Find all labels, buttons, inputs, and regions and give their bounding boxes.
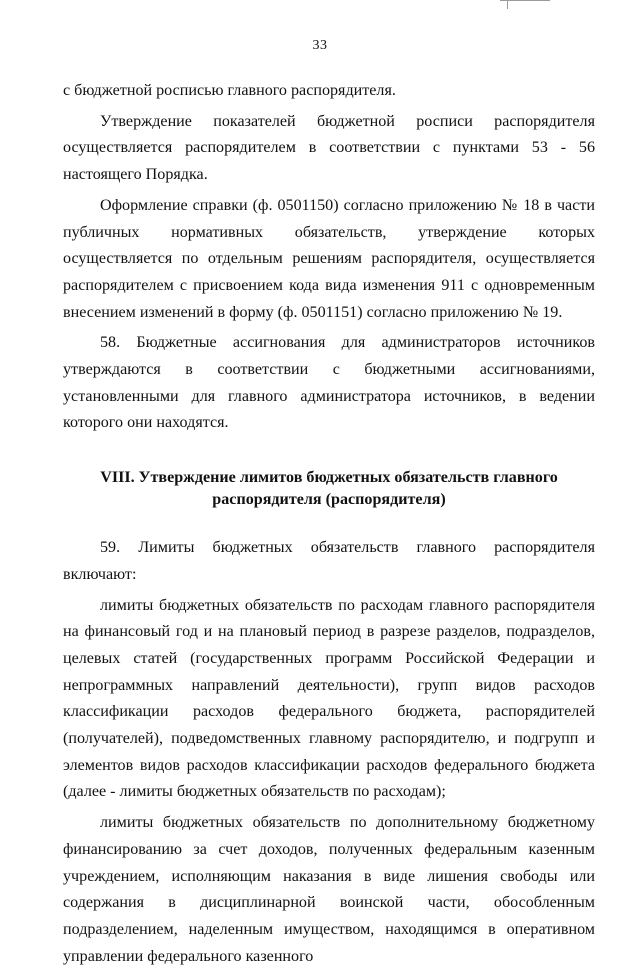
paragraph: Утверждение показателей бюджетной росписи распорядителя осуществляется распорядителем в соответствии с пунктами 53 - 56 настоящего Порядка. (63, 112, 595, 184)
paragraph: Оформление справки (ф. 0501150) согласно приложению № 18 в части публичных нормативных обязательств, утверждение которых осуществляется по отдельным решениям распорядителя, осуществляется распорядителем с присвоением кода вида изменения 911 с одновременным внесением изменений в форму (ф. 0501151) согласно приложению № 19. (63, 196, 595, 321)
document-body (63, 78, 595, 974)
paragraph-continuation: с бюджетной росписью главного распорядителя. (63, 82, 396, 99)
paragraph: лимиты бюджетных обязательств по дополнительному бюджетному финансированию за счет доходов, полученных федеральным казенным учреждением, исполняющим наказания в виде лишения свободы или содержания в дисциплинарной воинской части, обособленным подразделением, наделенным имуществом, находящимся в оперативном управлении федерального казенного (63, 814, 595, 965)
page-number: 33 (312, 38, 328, 53)
scan-artifact (507, 0, 512, 9)
paragraph-item-59: 59. Лимиты бюджетных обязательств главного распорядителя включают: (63, 539, 595, 583)
paragraph: лимиты бюджетных обязательств по расходам главного распорядителя на финансовый год и на плановый период в разрезе разделов, подразделов, целевых статей (государственных программ Российской Федерации и непрограммных направлений деятельности), групп видов расходов классификации расходов федерального бюджета, распорядителей (получателей), подведомственных главному распорядителю, и подгрупп и элементов видов расходов классификации расходов федерального бюджета (далее - лимиты бюджетных обязательств по расходам); (63, 596, 595, 801)
paragraph-item-58: 58. Бюджетные ассигнования для администраторов источников утверждаются в соответствии с бюджетными ассигнованиями, установленными для главного администратора источников, в ведении которого они находятся. (63, 334, 595, 432)
section-heading: VIII. Утверждение лимитов бюджетных обязательств главного распорядителя (распорядителя) (100, 469, 558, 509)
